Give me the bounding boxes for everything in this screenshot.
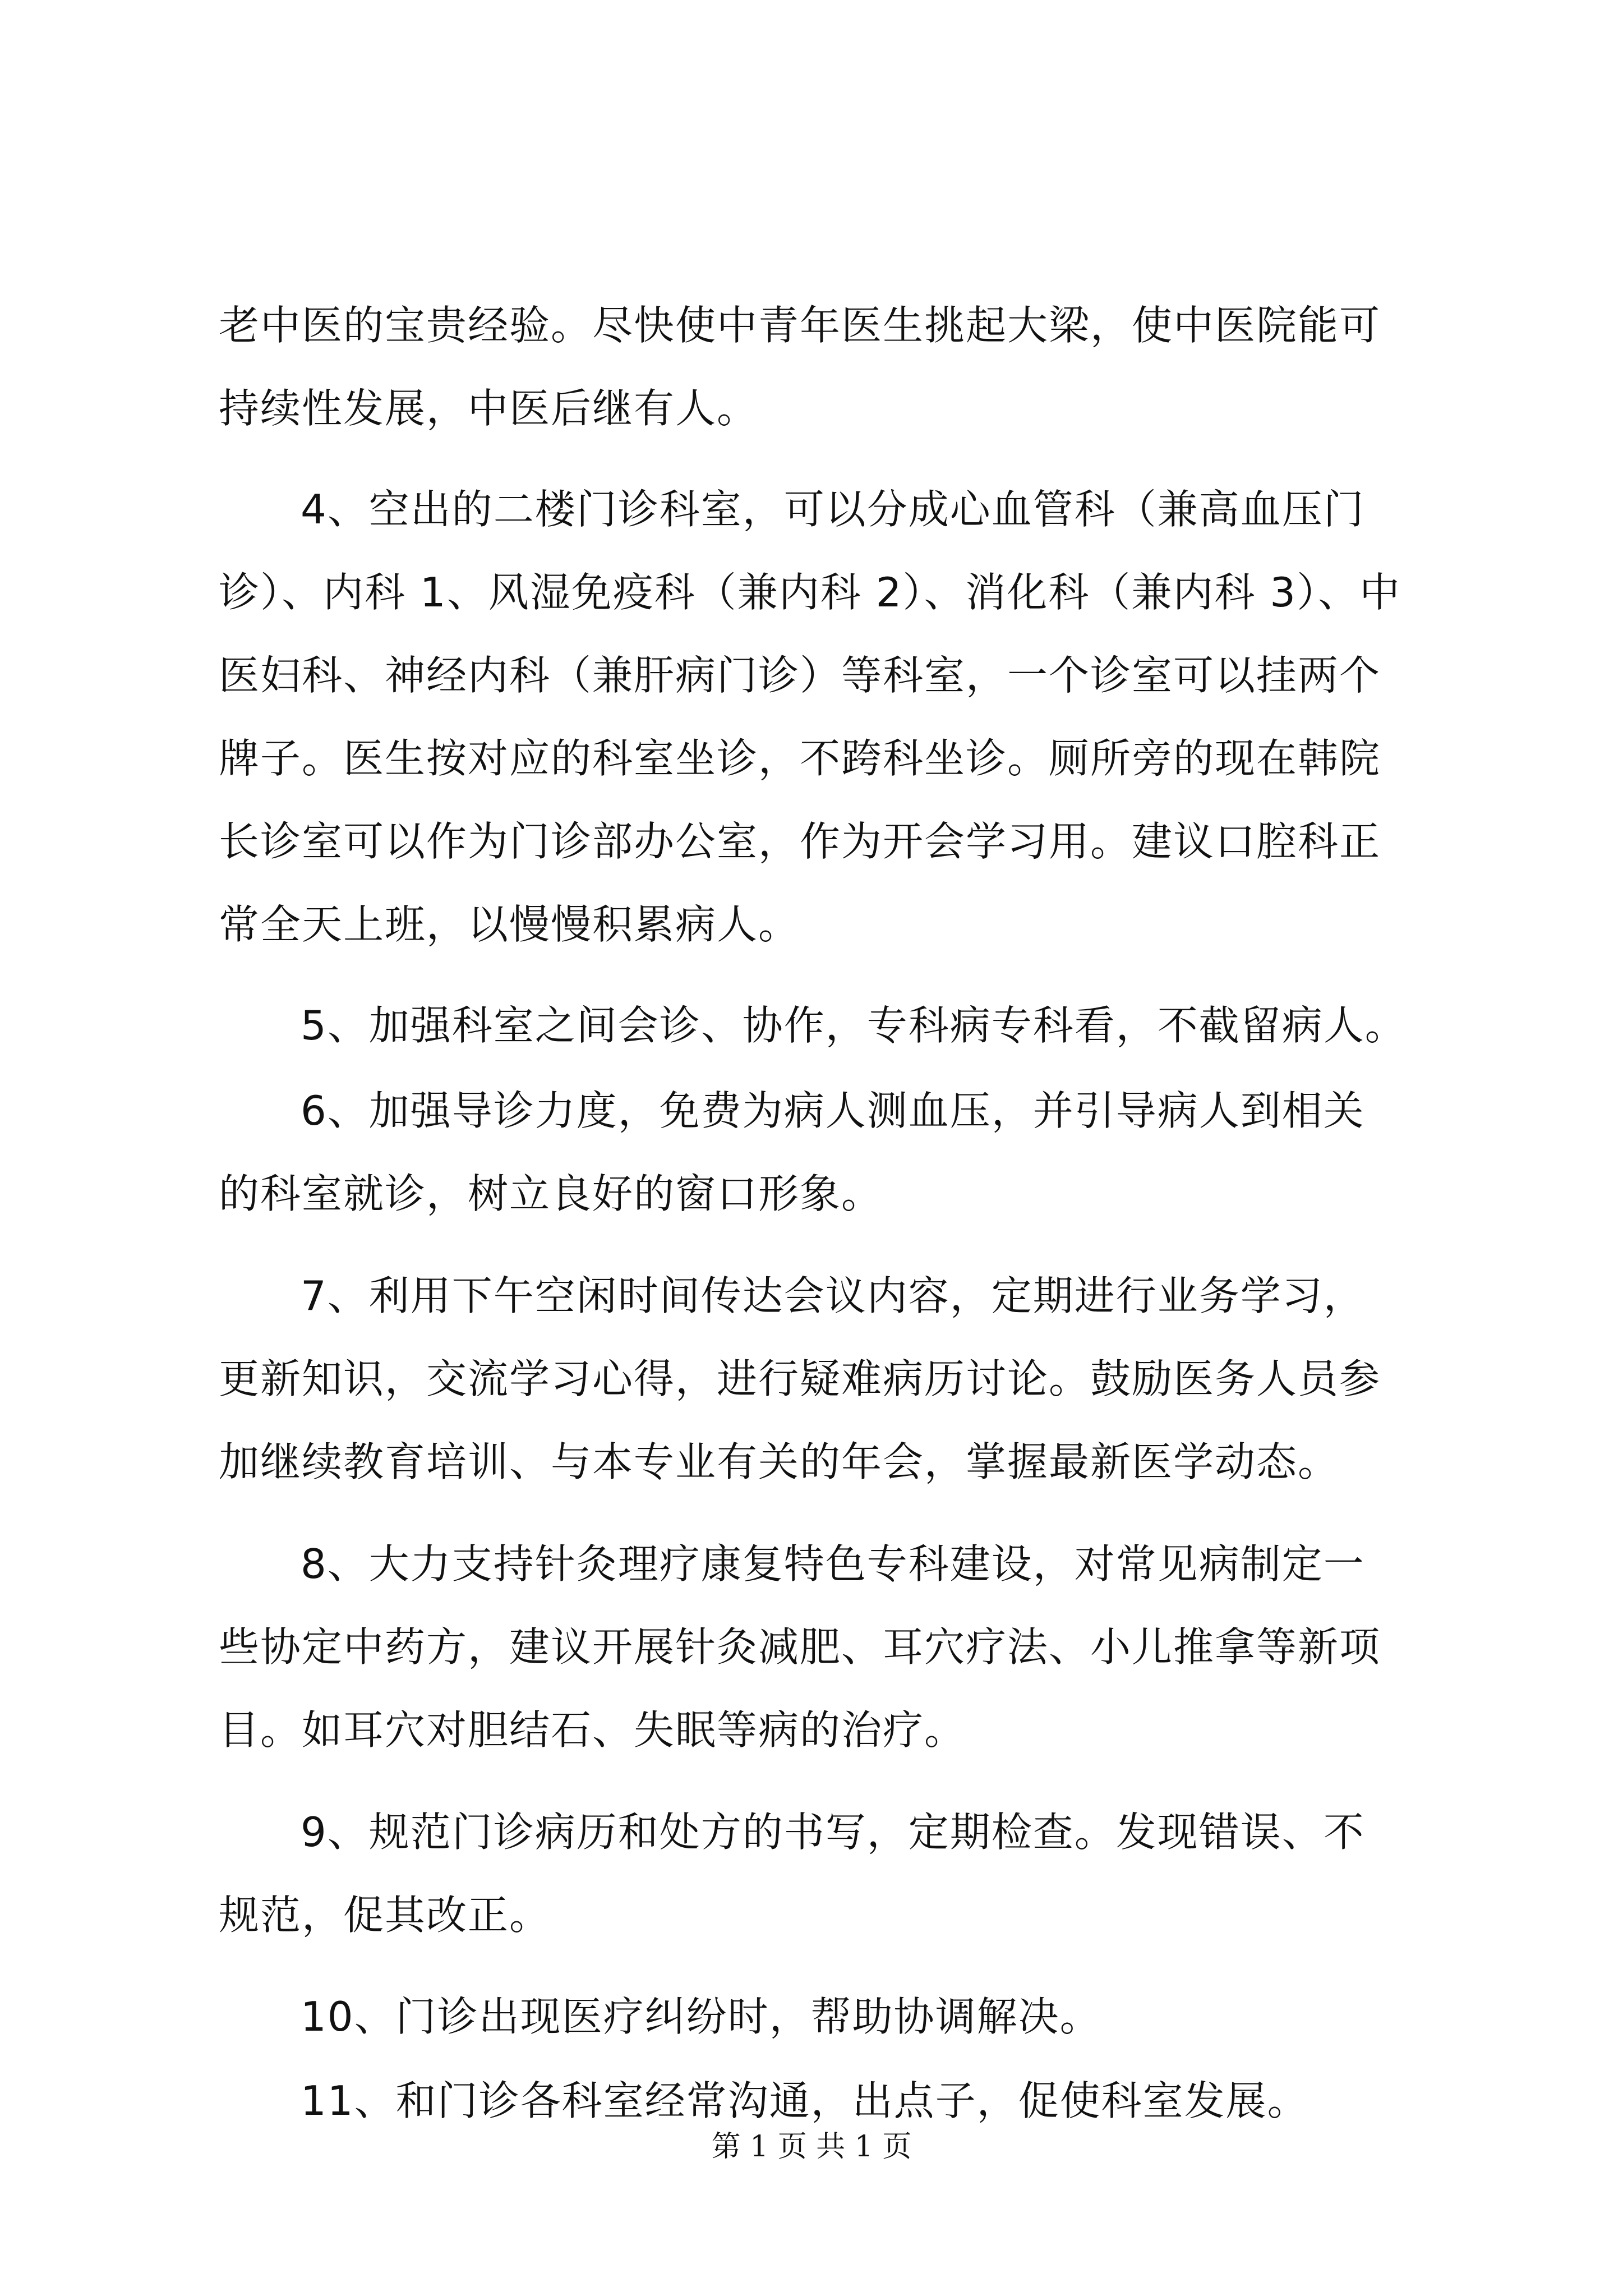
text-line: 医妇科、神经内科（兼肝病门诊）等科室，一个诊室可以挂两个	[219, 652, 1381, 699]
text-line: 些协定中药方，建议开展针灸减肥、耳穴疗法、小儿推拿等新项	[219, 1623, 1381, 1671]
text-line: 5、加强科室之间会诊、协作，专科病专科看，不截留病人。	[301, 1002, 1407, 1049]
text-line: 持续性发展，中医后继有人。	[219, 385, 759, 432]
text-line: 规范，促其改正。	[219, 1892, 551, 1939]
text-line: 7、利用下午空闲时间传达会议内容，定期进行业务学习，	[301, 1272, 1365, 1319]
text-line: 9、规范门诊病历和处方的书写，定期检查。发现错误、不	[301, 1809, 1365, 1856]
text-line: 11、和门诊各科室经常沟通，出点子，促使科室发展。	[301, 2077, 1309, 2124]
page-number-footer: 第 1 页 共 1 页	[711, 2130, 912, 2164]
text-line: 4、空出的二楼门诊科室，可以分成心血管科（兼高血压门	[301, 486, 1365, 533]
text-line: 牌子。医生按对应的科室坐诊，不跨科坐诊。厕所旁的现在韩院	[219, 735, 1381, 782]
text-line: 8、大力支持针灸理疗康复特色专科建设，对常见病制定一	[301, 1540, 1365, 1588]
text-line: 10、门诊出现医疗纠纷时，帮助协调解决。	[301, 1993, 1101, 2040]
text-line: 加继续教育培训、与本专业有关的年会，掌握最新医学动态。	[219, 1438, 1340, 1485]
text-line: 更新知识，交流学习心得，进行疑难病历讨论。鼓励医务人员参	[219, 1355, 1381, 1402]
text-line: 常全天上班，以慢慢积累病人。	[219, 901, 800, 948]
text-line: 6、加强导诊力度，免费为病人测血压，并引导病人到相关	[301, 1087, 1365, 1134]
text-line: 老中医的宝贵经验。尽快使中青年医生挑起大梁，使中医院能可	[219, 302, 1381, 349]
text-line: 目。如耳穴对胆结石、失眠等病的治疗。	[219, 1706, 966, 1754]
text-line: 诊）、内科 1、风湿免疫科（兼内科 2）、消化科（兼内科 3）、中	[219, 569, 1401, 616]
text-line: 长诊室可以作为门诊部办公室，作为开会学习用。建议口腔科正	[219, 818, 1381, 865]
text-line: 的科室就诊，树立良好的窗口形象。	[219, 1170, 883, 1217]
